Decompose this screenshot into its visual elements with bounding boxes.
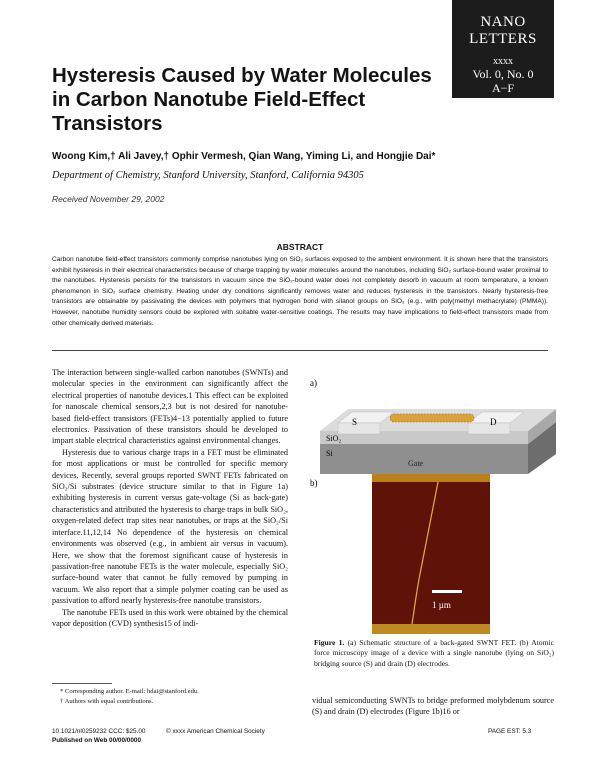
footnote-equal-contribution: † Authors with equal contributions. bbox=[60, 698, 154, 705]
footnote-divider bbox=[52, 683, 112, 684]
footnote-corresponding: * Corresponding author. E-mail: hdai@stanford.edu. bbox=[60, 688, 199, 695]
footer-copyright: © xxxx American Chemical Society bbox=[166, 728, 265, 735]
si-label: Si bbox=[326, 449, 333, 458]
journal-name-line1: NANO bbox=[480, 14, 526, 30]
source-electrode-region bbox=[372, 624, 490, 634]
body-paragraph-3: The nanotube FETs used in this work were obtained by the chemical vapor deposition (CVD) synthesis15 of indi- bbox=[52, 607, 288, 628]
volume-number: Vol. 0, No. 0 bbox=[472, 67, 534, 81]
footer-doi: 10.1021/nl0259232 CCC: $25.00 bbox=[52, 728, 146, 735]
issue-code: xxxx bbox=[493, 56, 513, 67]
body-column-left bbox=[52, 367, 288, 629]
source-label: S bbox=[352, 417, 358, 427]
affiliation: Department of Chemistry, Stanford University, Stanford, California 94305 bbox=[52, 170, 364, 181]
figure-caption-text: (a) Schematic structure of a back-gated SWNT FET. (b) Atomic force microscopy image of a device with a single nanotube (lying on SiO₂) bridging source (S) and drain (D) electrodes. bbox=[314, 638, 554, 668]
gate-label: Gate bbox=[408, 459, 424, 468]
scale-bar bbox=[432, 590, 462, 593]
figure-caption-label: Figure 1. bbox=[314, 638, 345, 647]
figure-1a-schematic bbox=[308, 374, 560, 476]
journal-name-line2: LETTERS bbox=[469, 31, 537, 47]
body-paragraph-1: The interaction between single-walled carbon nanotubes (SWNTs) and molecular species in the environment can significantly affect the electrical properties of nanotube devices.1 This effect can be exploited for nanoscale chemical sensors,2,3 but is not desired for nanotube-based field-effect transistors (FETs)4−13 potentially applied to future electronics. Passivation of these transistors should be developed to impart stable electrical characteristics against environmental changes. bbox=[52, 368, 288, 446]
scale-bar-label: 1 µm bbox=[432, 600, 451, 610]
figure-1b-afm-image bbox=[308, 474, 560, 634]
footer-published: Published on Web 00/00/0000 bbox=[52, 737, 142, 744]
footer-page-estimate: PAGE EST: 5.3 bbox=[488, 728, 532, 735]
afm-scan-area bbox=[372, 474, 490, 634]
abstract-heading: ABSTRACT bbox=[276, 242, 324, 252]
paper-title: Hysteresis Caused by Water Molecules in Carbon Nanotube Field-Effect Transistors bbox=[52, 64, 432, 135]
drain-label: D bbox=[490, 417, 497, 427]
page-range: A−F bbox=[491, 81, 515, 95]
drain-electrode-region bbox=[372, 474, 490, 482]
author-list: Woong Kim,† Ali Javey,† Ophir Vermesh, Qian Wang, Yiming Li, and Hongjie Dai* bbox=[52, 151, 436, 162]
drain-electrode-front bbox=[468, 423, 510, 434]
figure-label-b: b) bbox=[310, 478, 318, 488]
journal-brand-box bbox=[452, 0, 554, 98]
abstract-text: Carbon nanotube field-effect transistors commonly comprise nanotubes lying on SiO₂ surfaces exposed to the ambient environment. It is shown here that the transistors exhibit hysteresis in their electrical characteristics because of charge trapping by water molecules around the nanotubes, including SiO₂ surface-bound water proximal to the nanotubes. Hysteresis persists for the transistors in vacuum since the SiO₂-bound water does not completely desorb in vacuum at room temperature, a known phenomenon in SiO₂ surface chemistry. Heating under dry conditions significantly removes water and reduces hysteresis in the transistors. Nearly hysteresis-free transistors are obtainable by passivating the devices with polymers that hydrogen bond with silanol groups on SiO₂ (e.g., with poly(methyl methacrylate) (PMMA)). However, nanotube humidity sensors could be explored with suitable water-sensitive coatings. The results may have implications to field-effect transistors made from other chemically derived materials. bbox=[52, 256, 548, 327]
body-paragraph-2: Hysteresis due to various charge traps in a FET must be eliminated for most applications or must be controlled for specific memory devices. Recently, several groups reported SWNT FETs fabricated on SiO₂/Si substrates (device structure similar to that in Figure 1a) exhibiting hysteresis in current versus gate-voltage (Si as back-gate) characteristics and attributed the hysteresis to charge traps in bulk SiO₂, oxygen-related defect trap sites near nanotubes, or traps at the SiO₂/Si interface.11,12,14 No dependence of the hysteresis on chemical environments was observed (e.g., in ambient air versus in vacuum). Here, we show that the foremost significant cause of hysteresis in passivation-free nanotube FETs is the water molecule, especially SiO₂ surface-bound water that cannot be fully removed by pumping in vacuum. We also report that a simple polymer coating can be used as passivation to afford nearly hysteresis-free nanotube transistors. bbox=[52, 447, 288, 606]
oxide-label: SiO₂ bbox=[326, 434, 342, 443]
source-electrode-front bbox=[338, 423, 380, 434]
received-date: Received November 29, 2002 bbox=[52, 194, 165, 204]
si-substrate-front bbox=[320, 444, 528, 474]
body-column-right: vidual semiconducting SWNTs to bridge preformed molybdenum source (S) and drain (D) electrodes (Figure 1b)16 or bbox=[312, 696, 554, 717]
abstract-divider bbox=[52, 350, 548, 351]
nanotube bbox=[390, 414, 474, 422]
figure-label-a: a) bbox=[310, 378, 317, 388]
figure-caption bbox=[314, 638, 554, 669]
